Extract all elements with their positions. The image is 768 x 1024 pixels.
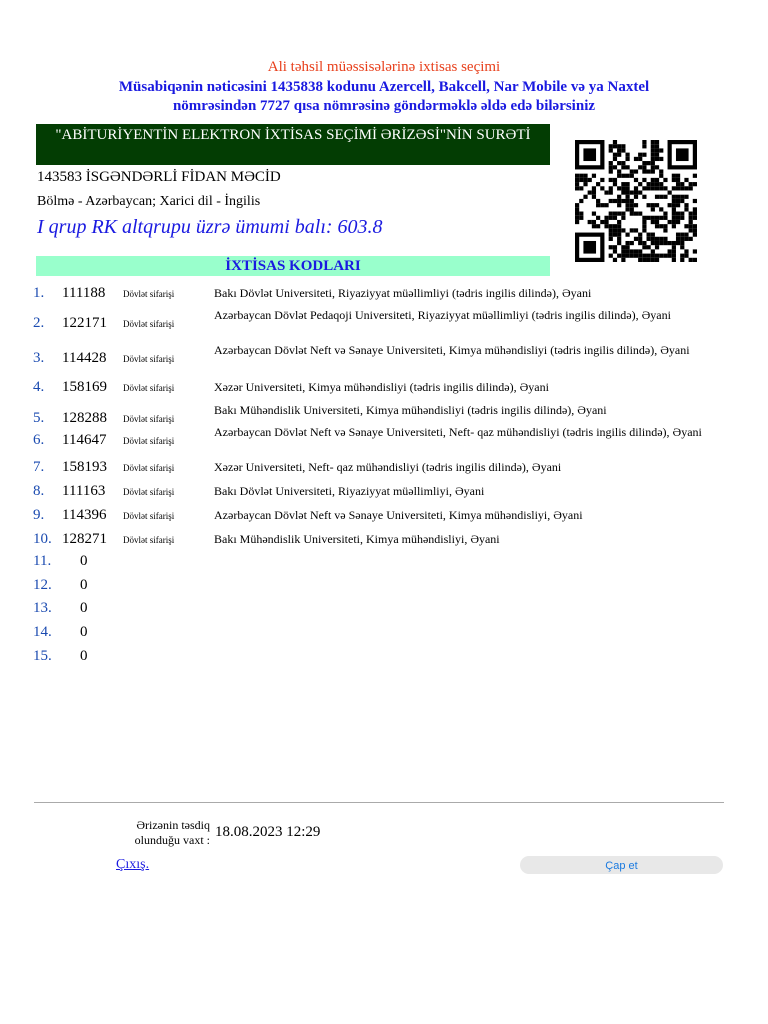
divider [34, 802, 724, 803]
row-number: 15. [33, 648, 52, 664]
notice-line-1: Müsabiqənin nəticəsini 1435838 kodunu Azercell, Bakcell, Nar Mobile və ya Naxtel [118, 79, 650, 95]
order-type: Dövlət sifarişi [123, 414, 175, 424]
notice-line-2: nömrəsindən 7727 qısa nömrəsinə göndərməklə əldə edə bilərsiniz [172, 98, 596, 114]
row-number: 4. [33, 379, 45, 395]
specialty-code: 0 [80, 648, 88, 664]
applicant-section: Bölmə - Azərbaycan; Xarici dil - İngilis [37, 194, 261, 209]
qr-code-icon [572, 140, 700, 262]
specialty-description: Azərbaycan Dövlət Neft və Sənaye Universiteti, Kimya mühəndisliyi (tədris ingilis dilində), Əyani [214, 343, 690, 357]
specialty-description: Azərbaycan Dövlət Neft və Sənaye Universiteti, Kimya mühəndisliyi, Əyani [214, 508, 583, 522]
order-type: Dövlət sifarişi [123, 511, 175, 521]
row-number: 8. [33, 483, 45, 499]
applicant-name: 143583 İSGƏNDƏRLİ FİDAN MƏCİD [37, 169, 281, 185]
order-type: Dövlət sifarişi [123, 535, 175, 545]
specialty-description: Bakı Mühəndislik Universiteti, Kimya mühəndisliyi, Əyani [214, 532, 500, 546]
specialty-code: 111188 [62, 285, 106, 301]
row-number: 10. [33, 531, 52, 547]
specialty-code: 0 [80, 600, 88, 616]
row-number: 6. [33, 432, 45, 448]
specialty-code: 0 [80, 624, 88, 640]
specialty-code: 128288 [62, 410, 107, 426]
order-type: Dövlət sifarişi [123, 289, 175, 299]
specialty-description: Bakı Mühəndislik Universiteti, Kimya mühəndisliyi (tədris ingilis dilində), Əyani [214, 403, 607, 417]
row-number: 9. [33, 507, 45, 523]
row-number: 7. [33, 459, 45, 475]
print-button[interactable]: Çap et [520, 856, 723, 874]
codes-header: İXTİSAS KODLARI [36, 256, 550, 276]
specialty-code: 114396 [62, 507, 107, 523]
specialty-description: Xəzər Universiteti, Kimya mühəndisliyi (tədris ingilis dilində), Əyani [214, 380, 549, 394]
specialty-description: Azərbaycan Dövlət Pedaqoji Universiteti, Riyaziyyat müəllimliyi (tədris ingilis dilində), Əyani [214, 308, 671, 322]
row-number: 5. [33, 410, 45, 426]
specialty-code: 114428 [62, 350, 107, 366]
exit-link[interactable]: Çıxış. [116, 857, 150, 872]
row-number: 12. [33, 577, 52, 593]
total-score: I qrup RK altqrupu üzrə ümumi balı: 603.8 [37, 216, 383, 238]
row-number: 11. [33, 553, 52, 569]
row-number: 3. [33, 350, 45, 366]
row-number: 14. [33, 624, 52, 640]
document-title-banner: "ABİTURİYENTİN ELEKTRON İXTİSAS SEÇİMİ ƏRİZƏSİ"NİN SURƏTİ [36, 124, 550, 165]
specialty-code: 0 [80, 553, 88, 569]
specialty-description: Bakı Dövlət Universiteti, Riyaziyyat müəllimliyi (tədris ingilis dilində), Əyani [214, 286, 592, 300]
order-type: Dövlət sifarişi [123, 463, 175, 473]
order-type: Dövlət sifarişi [123, 436, 175, 446]
row-number: 13. [33, 600, 52, 616]
subtitle: Ali təhsil müəssisələrinə ixtisas seçimi [267, 59, 501, 75]
order-type: Dövlət sifarişi [123, 354, 175, 364]
order-type: Dövlət sifarişi [123, 487, 175, 497]
specialty-code: 111163 [62, 483, 106, 499]
specialty-code: 122171 [62, 315, 107, 331]
row-number: 1. [33, 285, 45, 301]
specialty-description: Xəzər Universiteti, Neft- qaz mühəndisliyi (tədris ingilis dilində), Əyani [214, 460, 562, 474]
confirm-time-label: Ərizənin təsdiq olunduğu vaxt : [134, 818, 210, 847]
specialty-code: 158169 [62, 379, 107, 395]
specialty-description: Azərbaycan Dövlət Neft və Sənaye Universiteti, Neft- qaz mühəndisliyi (tədris ingilis dilində), Əyani [214, 425, 702, 439]
specialty-code: 158193 [62, 459, 107, 475]
specialty-code: 114647 [62, 432, 107, 448]
specialty-code: 128271 [62, 531, 107, 547]
order-type: Dövlət sifarişi [123, 383, 175, 393]
specialty-code: 0 [80, 577, 88, 593]
row-number: 2. [33, 315, 45, 331]
confirm-time-value: 18.08.2023 12:29 [215, 824, 321, 840]
specialty-description: Bakı Dövlət Universiteti, Riyaziyyat müəllimliyi, Əyani [214, 484, 485, 498]
order-type: Dövlət sifarişi [123, 319, 175, 329]
